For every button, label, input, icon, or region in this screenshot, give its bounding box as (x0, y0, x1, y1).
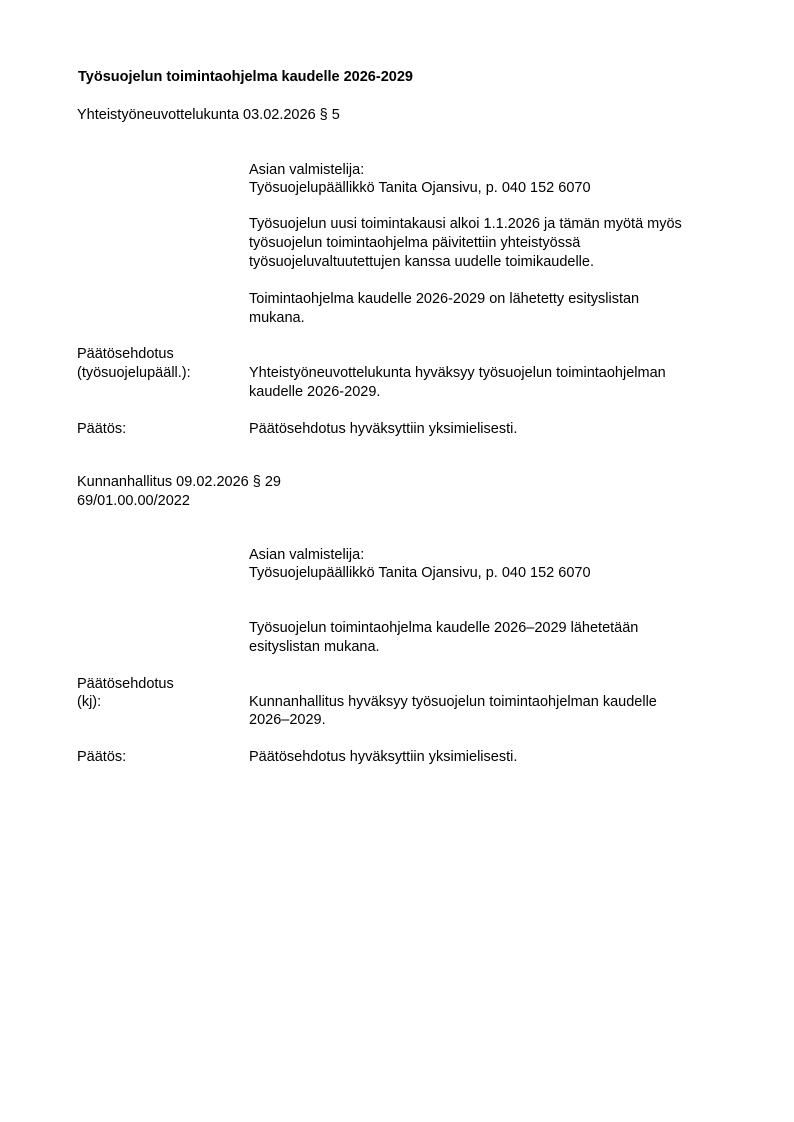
section1-proposal-label-line1: Päätösehdotus (77, 346, 174, 362)
section2-para1-line1: Työsuojelun toimintaohjelma kaudelle 2026–2029 lähetetään (249, 620, 639, 636)
section2-preparer-label: Asian valmistelija: (249, 547, 365, 563)
section1-para2-line2: mukana. (249, 310, 305, 326)
section2-decision-label: Päätös: (77, 749, 127, 765)
section1-preparer: Työsuojelupäällikkö Tanita Ojansivu, p. 040 152 6070 (249, 180, 591, 196)
section1-decision: Päätösehdotus hyväksyttiin yksimielisesti. (249, 421, 518, 437)
document-title: Työsuojelun toimintaohjelma kaudelle 2026-2029 (78, 69, 413, 85)
section1-heading: Yhteistyöneuvottelukunta 03.02.2026 § 5 (77, 107, 340, 123)
section2-proposal-line2: 2026–2029. (249, 712, 326, 728)
section2-para1-line2: esityslistan mukana. (249, 639, 380, 655)
section1-para1-line3: työsuojeluvaltuutettujen kanssa uudelle toimikaudelle. (249, 254, 594, 270)
section2-proposal-label-line2: (kj): (77, 694, 102, 710)
section1-para2-line1: Toimintaohjelma kaudelle 2026-2029 on lähetetty esityslistan (249, 291, 640, 307)
section1-decision-label: Päätös: (77, 421, 127, 437)
section2-reference: 69/01.00.00/2022 (77, 493, 190, 509)
section1-proposal-line2: kaudelle 2026-2029. (249, 384, 381, 400)
section1-proposal-label-line2: (työsuojelupääll.): (77, 365, 191, 381)
section1-para1-line1: Työsuojelun uusi toimintakausi alkoi 1.1.2026 ja tämän myötä myös (249, 216, 682, 232)
section2-heading: Kunnanhallitus 09.02.2026 § 29 (77, 474, 281, 490)
section1-preparer-label: Asian valmistelija: (249, 162, 365, 178)
section2-proposal-line1: Kunnanhallitus hyväksyy työsuojelun toimintaohjelman kaudelle (249, 694, 657, 710)
section2-preparer: Työsuojelupäällikkö Tanita Ojansivu, p. 040 152 6070 (249, 565, 591, 581)
section2-decision: Päätösehdotus hyväksyttiin yksimielisesti. (249, 749, 518, 765)
section2-proposal-label-line1: Päätösehdotus (77, 676, 174, 692)
section1-proposal-line1: Yhteistyöneuvottelukunta hyväksyy työsuojelun toimintaohjelman (249, 365, 666, 381)
section1-para1-line2: työsuojelun toimintaohjelma päivitettiin yhteistyössä (249, 235, 581, 251)
